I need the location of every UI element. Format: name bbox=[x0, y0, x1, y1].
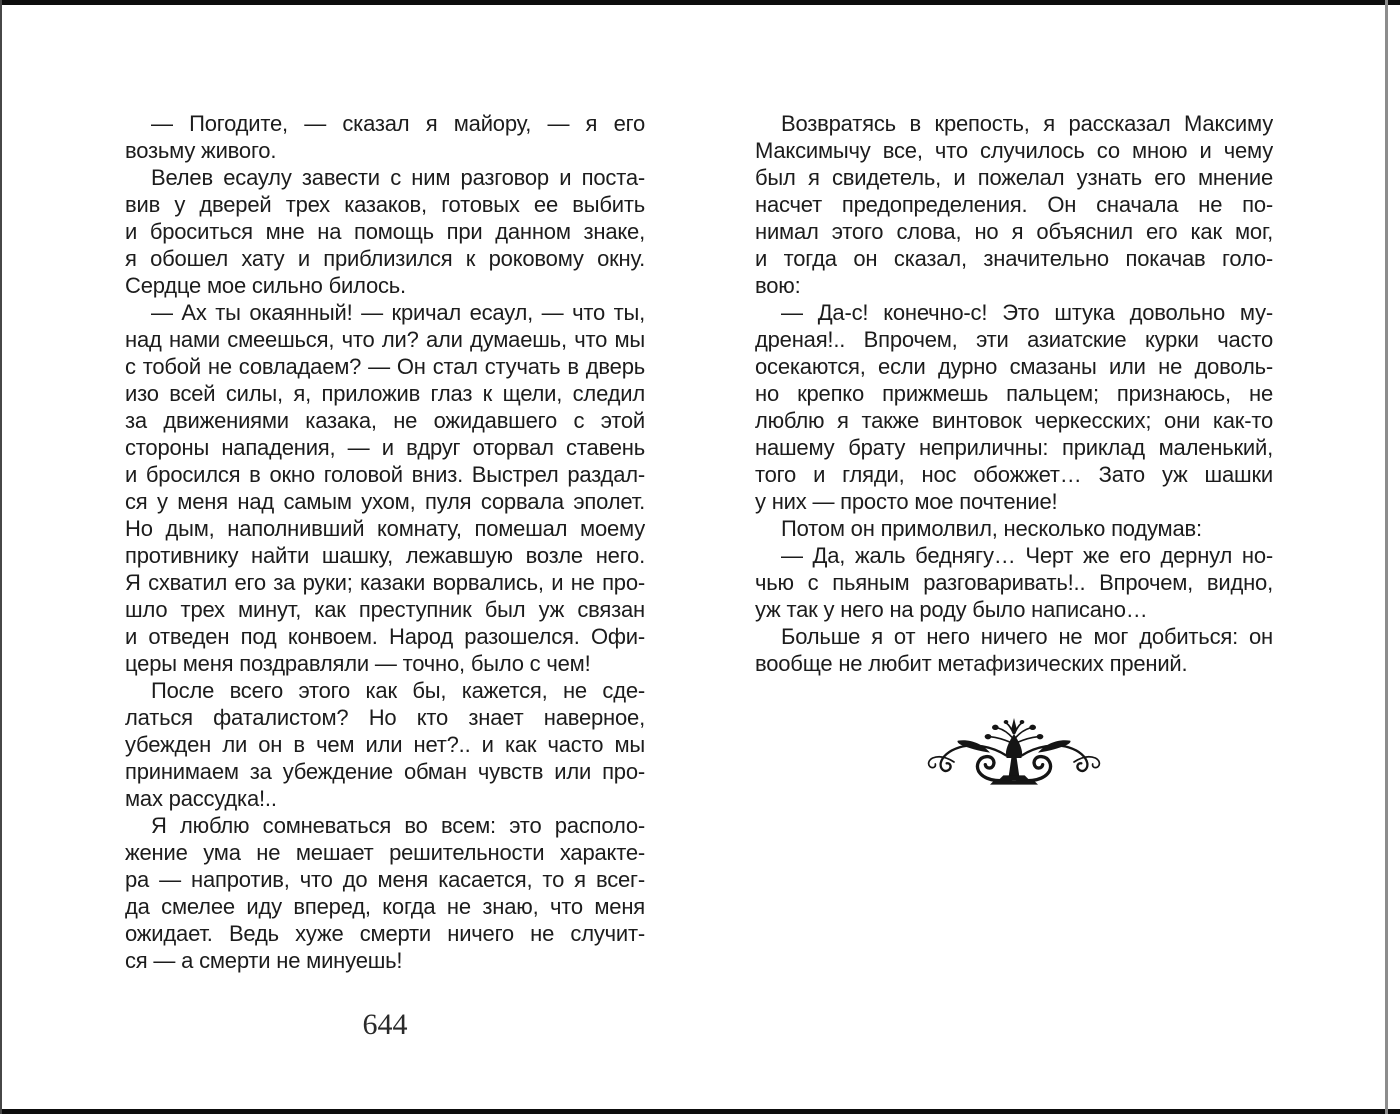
text-line: ся — а смерти не минуешь! bbox=[125, 948, 403, 973]
text-line: и отведен под конвоем. Народ разошелся. Офи- bbox=[125, 624, 645, 649]
text-line: с тобой не совладаем? — Он стал стучать в дверь bbox=[125, 354, 645, 379]
text-line: Но дым, наполнивший комнату, помешал моему bbox=[125, 516, 645, 541]
section-divider bbox=[755, 714, 1273, 794]
paragraph bbox=[125, 812, 645, 974]
page-frame-right bbox=[1385, 0, 1388, 1114]
paragraph bbox=[125, 110, 645, 164]
text-line: Сердце мое сильно билось. bbox=[125, 273, 406, 298]
text-line: ожидает. Ведь хуже смерти ничего не случит- bbox=[125, 921, 645, 946]
text-line: ся у меня над самым ухом, пуля сорвала эполет. bbox=[125, 489, 645, 514]
text-line: и тогда он сказал, значительно покачав голо- bbox=[755, 246, 1273, 271]
left-text-column bbox=[125, 110, 645, 974]
text-line: того и гляди, нос обожжет… Зато уж шашки bbox=[755, 462, 1273, 487]
text-line: возьму живого. bbox=[125, 138, 277, 163]
text-line: вообще не любит метафизических прений. bbox=[755, 651, 1188, 676]
text-line: но крепко прижмешь пальцем; признаюсь, не bbox=[755, 381, 1273, 406]
text-line: насчет предопределения. Он сначала не по- bbox=[755, 192, 1273, 217]
text-line: мах рассудка!.. bbox=[125, 786, 277, 811]
right-text-column bbox=[755, 110, 1273, 677]
text-line: вив у дверей трех казаков, готовых ее выбить bbox=[125, 192, 645, 217]
page-frame-bottom bbox=[0, 1109, 1400, 1114]
text-line: Потом он примолвил, несколько подумав: bbox=[781, 516, 1202, 541]
text-line: за движениями казака, не ожидавшего с этой bbox=[125, 408, 645, 433]
paragraph bbox=[755, 299, 1273, 515]
text-line: осекаются, если дурно смазаны или не доволь- bbox=[755, 354, 1273, 379]
text-line: нашему брату неприличны: приклад маленький, bbox=[755, 435, 1273, 460]
text-line: убежден ли он в чем или нет?.. и как часто мы bbox=[125, 732, 645, 757]
page-number: 644 bbox=[362, 1008, 408, 1041]
text-line: да смелее иду вперед, когда не знаю, что меня bbox=[125, 894, 645, 919]
text-line: — Да, жаль беднягу… Черт же его дернул но- bbox=[781, 543, 1273, 568]
text-line: и броситься мне на помощь при данном знаке, bbox=[125, 219, 645, 244]
text-line: у них — просто мое почтение! bbox=[755, 489, 1058, 514]
text-line: Я люблю сомневаться во всем: это располо- bbox=[151, 813, 645, 838]
text-line: нимал этого слова, но я объяснил его как мог, bbox=[755, 219, 1273, 244]
text-line: Возвратясь в крепость, я рассказал Максиму bbox=[781, 111, 1273, 136]
text-line: латься фаталистом? Но кто знает наверное, bbox=[125, 705, 645, 730]
paragraph bbox=[125, 677, 645, 812]
text-line: Велев есаулу завести с ним разговор и поста- bbox=[151, 165, 645, 190]
text-line: вою: bbox=[755, 273, 801, 298]
paragraph bbox=[125, 164, 645, 299]
text-line: изо всей силы, я, приложив глаз к щели, следил bbox=[125, 381, 645, 406]
text-line: — Ах ты окаянный! — кричал есаул, — что ты, bbox=[151, 300, 645, 325]
text-line: стороны нападения, — и вдруг оторвал ставень bbox=[125, 435, 645, 460]
text-line: Максимычу все, что случилось со мною и чему bbox=[755, 138, 1273, 163]
text-line: принимаем за убеждение обман чувств или про- bbox=[125, 759, 645, 784]
text-line: церы меня поздравляли — точно, было с чем! bbox=[125, 651, 591, 676]
text-line: — Да-с! конечно-с! Это штука довольно му- bbox=[781, 300, 1273, 325]
text-line: — Погодите, — сказал я майору, — я его bbox=[151, 111, 645, 136]
paragraph bbox=[125, 299, 645, 677]
paragraph bbox=[755, 515, 1273, 542]
text-line: люблю я также винтовок черкесских; они как-то bbox=[755, 408, 1273, 433]
text-line: ра — напротив, что до меня касается, то я всег- bbox=[125, 867, 645, 892]
text-line: противнику найти шашку, лежавшую возле него. bbox=[125, 543, 645, 568]
text-line: был я свидетель, и пожелал узнать его мнение bbox=[755, 165, 1273, 190]
page-frame-top bbox=[0, 0, 1400, 5]
flourish-divider-icon bbox=[914, 714, 1114, 794]
text-line: чью с пьяным разговаривать!.. Впрочем, видно, bbox=[755, 570, 1273, 595]
text-line: дреная!.. Впрочем, эти азиатские курки часто bbox=[755, 327, 1273, 352]
page-frame-left bbox=[0, 0, 2, 1114]
text-line: уж так у него на роду было написано… bbox=[755, 597, 1148, 622]
paragraph bbox=[755, 542, 1273, 623]
text-line: жение ума не мешает решительности характе- bbox=[125, 840, 645, 865]
text-line: После всего этого как бы, кажется, не сде- bbox=[151, 678, 645, 703]
text-line: Я схватил его за руки; казаки ворвались, и не про- bbox=[125, 570, 645, 595]
paragraph bbox=[755, 110, 1273, 299]
text-line: Больше я от него ничего не мог добиться: он bbox=[781, 624, 1273, 649]
text-line: я обошел хату и приблизился к роковому окну. bbox=[125, 246, 645, 271]
paragraph bbox=[755, 623, 1273, 677]
text-line: и бросился в окно головой вниз. Выстрел раздал- bbox=[125, 462, 645, 487]
text-line: шло трех минут, как преступник был уж связан bbox=[125, 597, 645, 622]
text-line: над нами смеешься, что ли? али думаешь, что мы bbox=[125, 327, 645, 352]
